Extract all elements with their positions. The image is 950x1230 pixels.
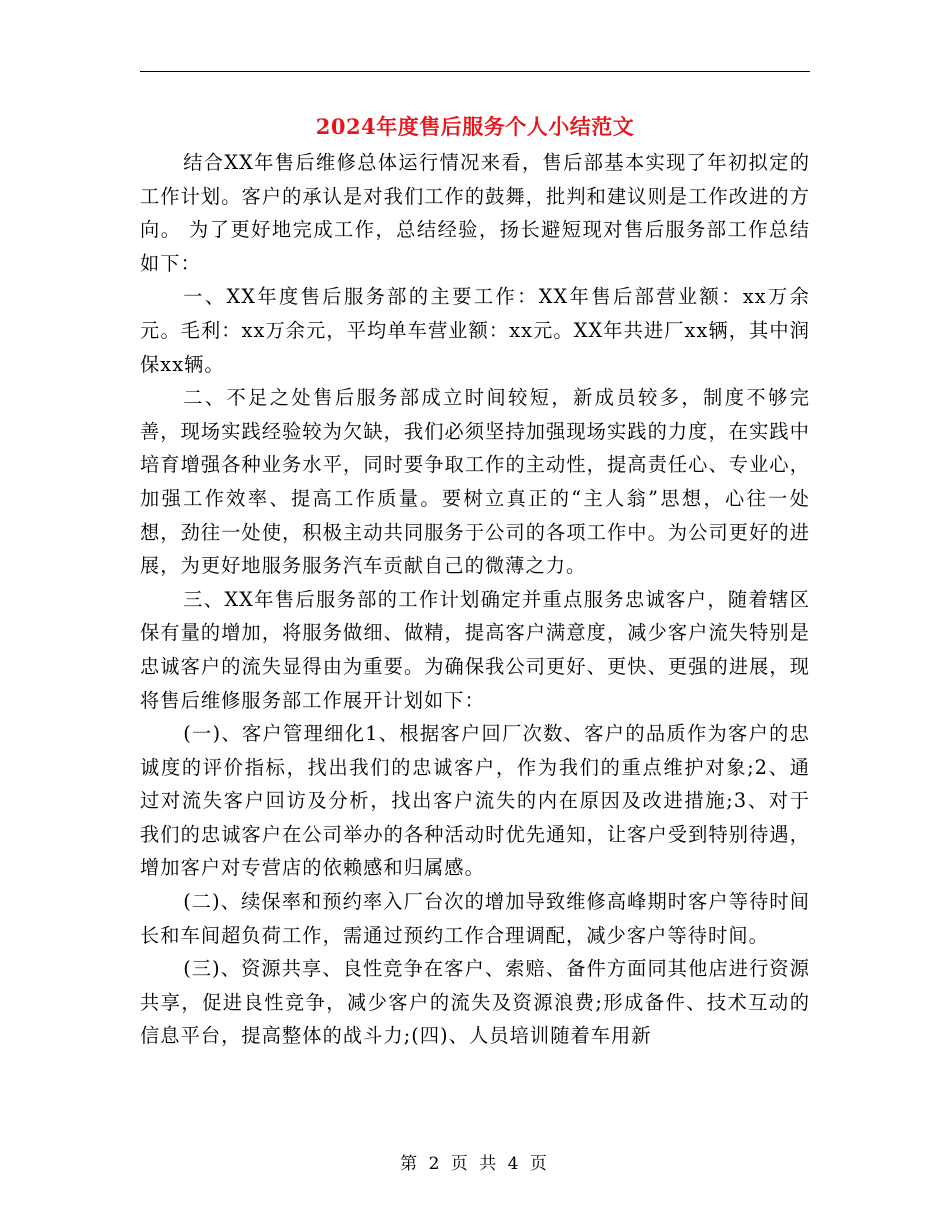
page-number-footer: 第 2 页 共 4 页 [400,1154,550,1174]
paragraph-customer-management: (一)、客户管理细化1、根据客户回厂次数、客户的品质作为客户的忠诚度的评价指标，找出我们的忠诚客户，作为我们的重点维护对象;2、通过对流失客户回访及分析，找出客户流失的内在原因及改进措施;3、对于我们的忠诚客户在公司举办的各种活动时优先通知，让客户受到特别待遇，增加客户对专营店的依赖感和归属感。 [140,722,810,880]
paragraph-main-work: 一、XX年度售后服务部的主要工作：XX年售后部营业额：xx万余元。毛利：xx万余元，平均单车营业额：xx元。XX年共进厂xx辆，其中润保xx辆。 [140,285,810,376]
document-title: 2024年度售后服务个人小结范文 [315,114,635,139]
document-body [140,146,810,1053]
paragraph-intro: 结合XX年售后维修总体运行情况来看，售后部基本实现了年初拟定的工作计划。客户的承认是对我们工作的鼓舞，批判和建议则是工作改进的方向。 为了更好地完成工作，总结经验，扬长避短现对售后服务部工作总结如下： [140,151,810,275]
paragraph-work-plan: 三、XX年售后服务部的工作计划确定并重点服务忠诚客户，随着辖区保有量的增加，将服务做细、做精，提高客户满意度，减少客户流失特别是忠诚客户的流失显得由为重要。为确保我公司更好、更快、更强的进展，现将售后维修服务部工作展开计划如下： [140,587,810,712]
paragraph-shortcomings: 二、不足之处售后服务部成立时间较短，新成员较多，制度不够完善，现场实践经验较为欠缺，我们必须坚持加强现场实践的力度，在实践中培育增强各种业务水平，同时要争取工作的主动性，提高责任心、专业心，加强工作效率、提高工作质量。要树立真正的“主人翁”思想，心往一处想，劲往一处使，积极主动共同服务于公司的各项工作中。为公司更好的进展，为更好地服务服务汽车贡献自己的微薄之力。 [140,386,810,578]
paragraph-renewal-booking: (二)、续保率和预约率入厂台次的增加导致维修高峰期时客户等待时间长和车间超负荷工作，需通过预约工作合理调配，减少客户等待时间。 [140,890,810,947]
paragraph-resource-sharing: (三)、资源共享、良性竞争在客户、索赔、备件方面同其他店进行资源共享，促进良性竞争，减少客户的流失及资源浪费;形成备件、技术互动的信息平台，提高整体的战斗力;(四)、人员培训随着车用新 [140,957,810,1048]
header-rule [140,71,810,72]
